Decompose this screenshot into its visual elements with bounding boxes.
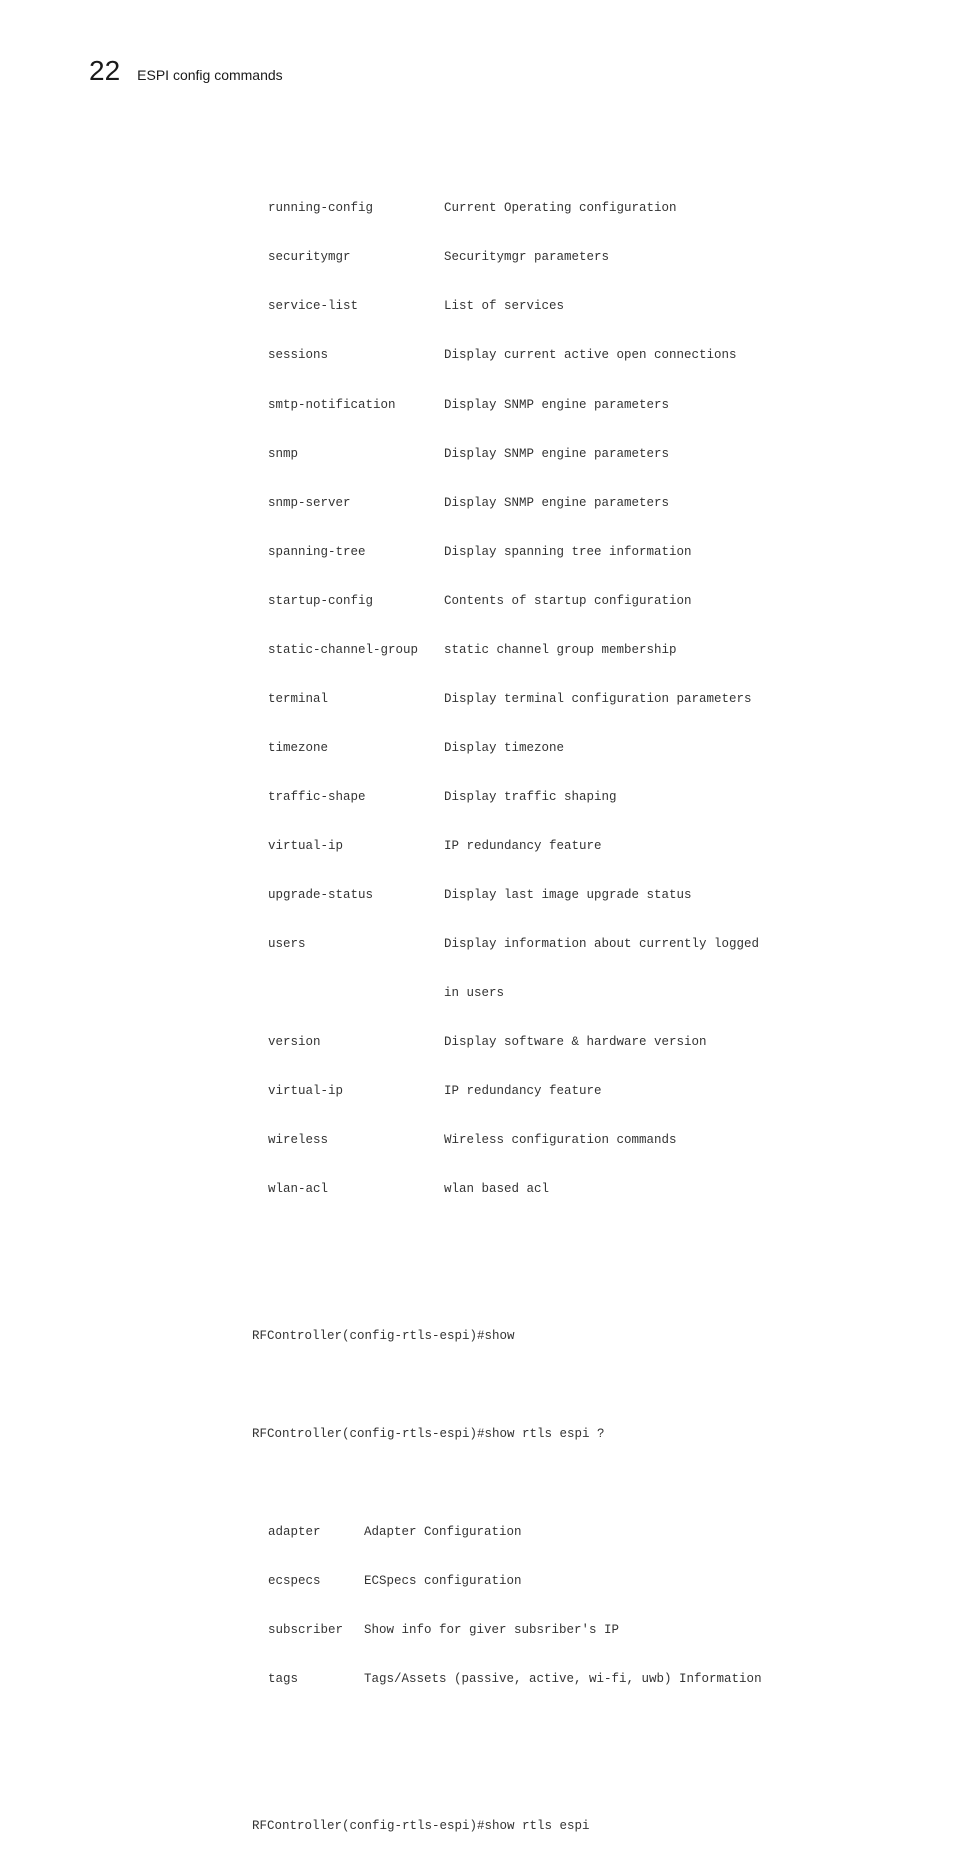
- command-description: Display software & hardware version: [444, 1034, 707, 1049]
- list-item: [252, 936, 932, 952]
- list-item: [252, 347, 932, 363]
- command-description: wlan based acl: [444, 1182, 550, 1196]
- command-name: spanning-tree: [268, 544, 366, 559]
- command-description: in users: [444, 985, 505, 1000]
- command-description: Display information about currently logged: [444, 936, 760, 951]
- list-item: [252, 1083, 932, 1099]
- blank-line: [252, 1769, 932, 1785]
- command-description: Contents of startup configuration: [444, 593, 692, 608]
- command-name: securitymgr: [268, 250, 351, 265]
- list-item: [252, 495, 932, 511]
- command-name: version: [268, 1034, 321, 1049]
- command-name: virtual-ip: [268, 1083, 344, 1098]
- list-item: [252, 1573, 932, 1589]
- command-description: Securitymgr parameters: [444, 250, 610, 265]
- chapter-number: 22: [89, 55, 121, 86]
- command-name: static-channel-group: [268, 642, 419, 657]
- command-description: Show info for giver subsriber's IP: [364, 1623, 620, 1638]
- list-item: [252, 1181, 932, 1197]
- command-name: users: [268, 936, 306, 951]
- command-name: startup-config: [268, 593, 374, 608]
- list-item: [252, 985, 932, 1001]
- list-item: [252, 1132, 932, 1148]
- command-description: Tags/Assets (passive, active, wi-fi, uwb) Information: [364, 1672, 762, 1687]
- list-item: [252, 544, 932, 560]
- command-description: Display SNMP engine parameters: [444, 495, 670, 510]
- command-description: Display traffic shaping: [444, 789, 617, 804]
- command-name: upgrade-status: [268, 887, 374, 902]
- show-command-list: [252, 168, 932, 1230]
- command-description: Display current active open connections: [444, 348, 737, 363]
- cli-example-block: [252, 135, 932, 1851]
- command-description: IP redundancy feature: [444, 838, 602, 853]
- command-description: ECSpecs configuration: [364, 1574, 522, 1589]
- list-item: [252, 887, 932, 903]
- list-item: [252, 593, 932, 609]
- list-item: [252, 642, 932, 658]
- list-item: [252, 200, 932, 216]
- command-description: Current Operating configuration: [444, 201, 677, 216]
- command-name: wlan-acl: [268, 1182, 329, 1196]
- chapter-title: ESPI config commands: [137, 67, 283, 83]
- command-name: service-list: [268, 299, 359, 314]
- command-description: Display terminal configuration parameters: [444, 691, 752, 706]
- prompt-show: RFController(config-rtls-espi)#show: [252, 1329, 515, 1344]
- list-item: [252, 397, 932, 413]
- command-description: Display SNMP engine parameters: [444, 397, 670, 412]
- command-name: smtp-notification: [268, 397, 396, 412]
- list-item: [252, 1622, 932, 1638]
- command-name: ecspecs: [268, 1574, 321, 1589]
- command-name: snmp-server: [268, 495, 351, 510]
- rtls-command-list: [252, 1492, 932, 1721]
- command-name: wireless: [268, 1132, 329, 1147]
- blank-line: [252, 1279, 932, 1295]
- command-description: Adapter Configuration: [364, 1525, 522, 1540]
- list-item: [252, 1671, 932, 1687]
- list-item: [252, 298, 932, 314]
- command-description: Display last image upgrade status: [444, 887, 692, 902]
- command-name: subscriber: [268, 1623, 344, 1638]
- command-description: Display SNMP engine parameters: [444, 446, 670, 461]
- prompt-show-rtls: RFController(config-rtls-espi)#show rtls espi ?: [252, 1427, 605, 1442]
- command-name: timezone: [268, 740, 329, 755]
- command-name: terminal: [268, 691, 329, 706]
- list-item: [252, 249, 932, 265]
- command-name: adapter: [268, 1525, 321, 1540]
- command-description: Wireless configuration commands: [444, 1132, 677, 1147]
- command-name: traffic-shape: [268, 789, 366, 804]
- list-item: [252, 1524, 932, 1540]
- command-description: List of services: [444, 299, 565, 314]
- list-item: [252, 446, 932, 462]
- command-description: Display spanning tree information: [444, 544, 692, 559]
- command-description: IP redundancy feature: [444, 1083, 602, 1098]
- command-description: static channel group membership: [444, 642, 677, 657]
- list-item: [252, 1034, 932, 1050]
- list-item: [252, 691, 932, 707]
- command-name: sessions: [268, 348, 329, 363]
- list-item: [252, 740, 932, 756]
- command-name: virtual-ip: [268, 838, 344, 853]
- command-name: snmp: [268, 446, 299, 461]
- command-description: Display timezone: [444, 740, 565, 755]
- blank-line: [252, 1377, 932, 1393]
- list-item: [252, 789, 932, 805]
- page-header: [89, 53, 283, 93]
- command-name: tags: [268, 1672, 299, 1687]
- prompt-final: RFController(config-rtls-espi)#show rtls espi: [252, 1819, 590, 1834]
- command-name: running-config: [268, 201, 374, 216]
- list-item: [252, 838, 932, 854]
